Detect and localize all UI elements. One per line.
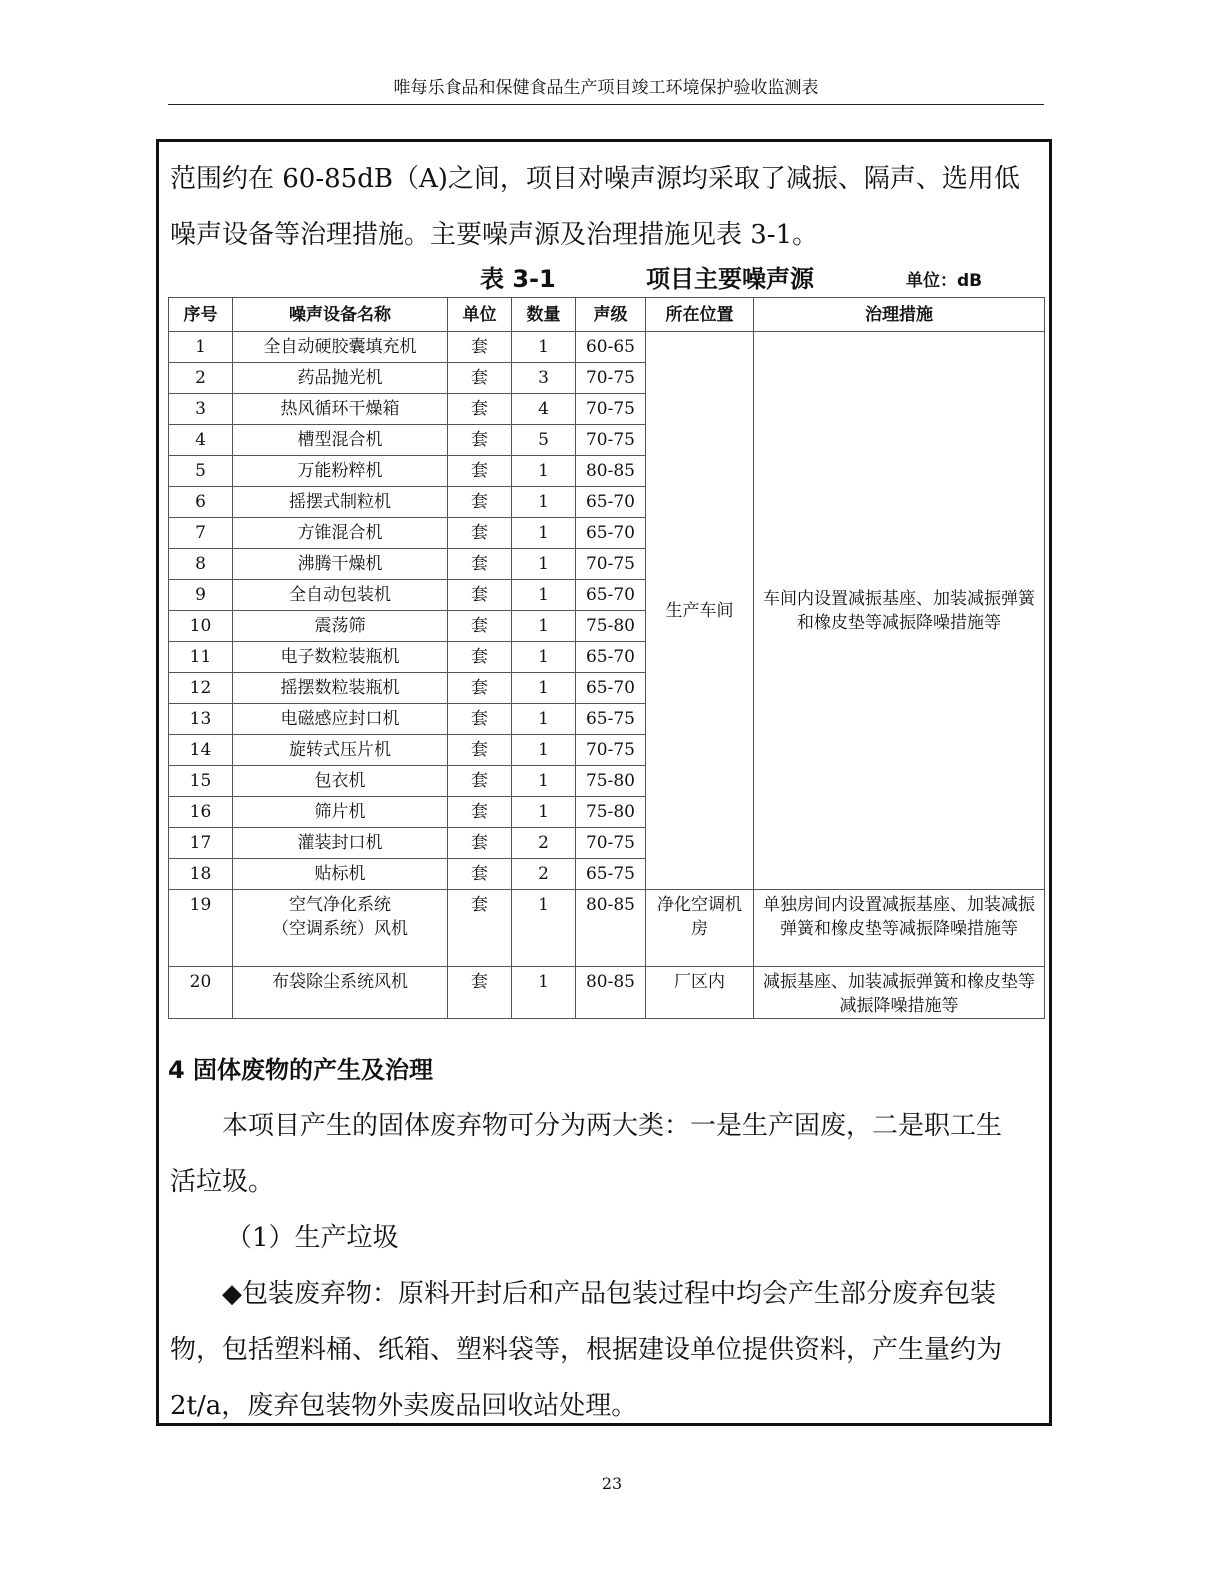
cell-qty: 1 bbox=[512, 797, 576, 828]
cell-qty: 1 bbox=[512, 673, 576, 704]
cell-unit: 套 bbox=[448, 456, 512, 487]
cell-qty: 1 bbox=[512, 704, 576, 735]
cell-name: 方锥混合机 bbox=[233, 518, 448, 549]
cell-level: 75-80 bbox=[576, 797, 646, 828]
cell-no: 3 bbox=[169, 394, 233, 425]
cell-unit: 套 bbox=[448, 735, 512, 766]
table-row bbox=[169, 967, 1045, 1019]
cell-name: 筛片机 bbox=[233, 797, 448, 828]
table-header-row bbox=[169, 298, 1045, 332]
cell-level: 70-75 bbox=[576, 549, 646, 580]
cell-name: 震荡筛 bbox=[233, 611, 448, 642]
cell-no: 9 bbox=[169, 580, 233, 611]
cell-no: 12 bbox=[169, 673, 233, 704]
section4-p2-line-2: 物，包括塑料桶、纸箱、塑料袋等，根据建设单位提供资料，产生量约为 bbox=[170, 1335, 1003, 1365]
cell-qty: 1 bbox=[512, 967, 576, 1019]
cell-no: 19 bbox=[169, 890, 233, 967]
cell-unit: 套 bbox=[448, 890, 512, 967]
cell-name: 万能粉粹机 bbox=[233, 456, 448, 487]
cell-level: 70-75 bbox=[576, 363, 646, 394]
cell-name: 布袋除尘系统风机 bbox=[233, 967, 448, 1019]
section4-p2-line-3: 2t/a，废弃包装物外卖废品回收站处理。 bbox=[170, 1391, 638, 1421]
cell-qty: 1 bbox=[512, 487, 576, 518]
table-caption-number: 表 3-1 bbox=[480, 265, 556, 293]
header-quantity: 数量 bbox=[512, 298, 576, 332]
cell-unit: 套 bbox=[448, 580, 512, 611]
header-no: 序号 bbox=[169, 298, 233, 332]
cell-measure-workshop: 车间内设置减振基座、加装减振弹簧和橡皮垫等减振降噪措施等 bbox=[754, 332, 1045, 890]
cell-name-line-2: （空调系统）风机 bbox=[272, 919, 408, 939]
cell-no: 7 bbox=[169, 518, 233, 549]
cell-qty: 2 bbox=[512, 828, 576, 859]
cell-qty: 1 bbox=[512, 456, 576, 487]
cell-unit: 套 bbox=[448, 766, 512, 797]
table-caption-title: 项目主要噪声源 bbox=[646, 265, 814, 293]
page-header: 唯每乐食品和保健食品生产项目竣工环境保护验收监测表 bbox=[168, 72, 1044, 105]
cell-level: 80-85 bbox=[576, 456, 646, 487]
cell-level: 80-85 bbox=[576, 890, 646, 967]
cell-level: 75-80 bbox=[576, 611, 646, 642]
cell-name: 槽型混合机 bbox=[233, 425, 448, 456]
cell-unit: 套 bbox=[448, 518, 512, 549]
header-equipment-name: 噪声设备名称 bbox=[233, 298, 448, 332]
cell-name: 电磁感应封口机 bbox=[233, 704, 448, 735]
header-location: 所在位置 bbox=[646, 298, 754, 332]
cell-qty: 1 bbox=[512, 735, 576, 766]
cell-no: 11 bbox=[169, 642, 233, 673]
cell-level: 70-75 bbox=[576, 735, 646, 766]
cell-name: 灌装封口机 bbox=[233, 828, 448, 859]
cell-name bbox=[233, 890, 448, 967]
cell-unit: 套 bbox=[448, 704, 512, 735]
cell-level: 70-75 bbox=[576, 394, 646, 425]
cell-no: 8 bbox=[169, 549, 233, 580]
section4-subheading: （1）生产垃圾 bbox=[226, 1223, 399, 1253]
cell-level: 65-75 bbox=[576, 859, 646, 890]
cell-name: 热风循环干燥箱 bbox=[233, 394, 448, 425]
cell-level: 65-70 bbox=[576, 673, 646, 704]
cell-level: 65-70 bbox=[576, 580, 646, 611]
cell-unit: 套 bbox=[448, 332, 512, 363]
cell-name: 摇摆数粒装瓶机 bbox=[233, 673, 448, 704]
cell-no: 5 bbox=[169, 456, 233, 487]
cell-level: 70-75 bbox=[576, 425, 646, 456]
cell-name: 药品抛光机 bbox=[233, 363, 448, 394]
cell-qty: 1 bbox=[512, 580, 576, 611]
cell-unit: 套 bbox=[448, 859, 512, 890]
cell-no: 20 bbox=[169, 967, 233, 1019]
cell-name: 摇摆式制粒机 bbox=[233, 487, 448, 518]
cell-name: 全自动硬胶囊填充机 bbox=[233, 332, 448, 363]
cell-no: 10 bbox=[169, 611, 233, 642]
cell-location: 净化空调机房 bbox=[646, 890, 754, 967]
cell-qty: 1 bbox=[512, 611, 576, 642]
cell-qty: 1 bbox=[512, 766, 576, 797]
section4-p1-line-2: 活垃圾。 bbox=[170, 1167, 275, 1197]
cell-level: 75-80 bbox=[576, 766, 646, 797]
cell-measure: 单独房间内设置减振基座、加装减振弹簧和橡皮垫等减振降噪措施等 bbox=[754, 890, 1045, 967]
cell-level: 65-75 bbox=[576, 704, 646, 735]
cell-level: 65-70 bbox=[576, 487, 646, 518]
cell-unit: 套 bbox=[448, 394, 512, 425]
cell-name: 旋转式压片机 bbox=[233, 735, 448, 766]
cell-name-line-1: 空气净化系统 bbox=[289, 895, 391, 915]
cell-no: 4 bbox=[169, 425, 233, 456]
cell-no: 2 bbox=[169, 363, 233, 394]
cell-qty: 1 bbox=[512, 518, 576, 549]
cell-no: 15 bbox=[169, 766, 233, 797]
cell-unit: 套 bbox=[448, 363, 512, 394]
cell-unit: 套 bbox=[448, 611, 512, 642]
cell-unit: 套 bbox=[448, 967, 512, 1019]
cell-no: 14 bbox=[169, 735, 233, 766]
cell-unit: 套 bbox=[448, 425, 512, 456]
cell-level: 65-70 bbox=[576, 642, 646, 673]
page-number: 23 bbox=[601, 1474, 623, 1493]
cell-name: 包衣机 bbox=[233, 766, 448, 797]
header-measures: 治理措施 bbox=[754, 298, 1045, 332]
cell-unit: 套 bbox=[448, 797, 512, 828]
section4-p1-line-1: 本项目产生的固体废弃物可分为两大类：一是生产固废，二是职工生 bbox=[222, 1111, 1003, 1141]
cell-qty: 4 bbox=[512, 394, 576, 425]
cell-unit: 套 bbox=[448, 549, 512, 580]
cell-no: 1 bbox=[169, 332, 233, 363]
table-row bbox=[169, 332, 1045, 363]
section-heading: 4 固体废物的产生及治理 bbox=[168, 1056, 434, 1084]
table-row bbox=[169, 890, 1045, 967]
cell-no: 13 bbox=[169, 704, 233, 735]
cell-no: 17 bbox=[169, 828, 233, 859]
cell-qty: 1 bbox=[512, 332, 576, 363]
cell-unit: 套 bbox=[448, 642, 512, 673]
header-unit: 单位 bbox=[448, 298, 512, 332]
cell-level: 60-65 bbox=[576, 332, 646, 363]
table-caption-unit: 单位：dB bbox=[906, 271, 983, 291]
cell-qty: 1 bbox=[512, 642, 576, 673]
cell-name: 电子数粒装瓶机 bbox=[233, 642, 448, 673]
cell-qty: 3 bbox=[512, 363, 576, 394]
cell-unit: 套 bbox=[448, 828, 512, 859]
intro-line-2: 噪声设备等治理措施。主要噪声源及治理措施见表 3-1。 bbox=[170, 220, 819, 250]
cell-measure: 减振基座、加装减振弹簧和橡皮垫等减振降噪措施等 bbox=[754, 967, 1045, 1019]
cell-location: 厂区内 bbox=[646, 967, 754, 1019]
cell-level: 70-75 bbox=[576, 828, 646, 859]
intro-line-1: 范围约在 60-85dB（A)之间，项目对噪声源均采取了减振、隔声、选用低 bbox=[170, 164, 1020, 194]
cell-no: 18 bbox=[169, 859, 233, 890]
cell-qty: 1 bbox=[512, 890, 576, 967]
cell-unit: 套 bbox=[448, 673, 512, 704]
cell-no: 6 bbox=[169, 487, 233, 518]
noise-source-table bbox=[168, 297, 1045, 1019]
section4-p2-line-1: ◆包装废弃物：原料开封后和产品包装过程中均会产生部分废弃包装 bbox=[222, 1279, 996, 1309]
cell-qty: 2 bbox=[512, 859, 576, 890]
cell-qty: 5 bbox=[512, 425, 576, 456]
cell-name: 贴标机 bbox=[233, 859, 448, 890]
cell-no: 16 bbox=[169, 797, 233, 828]
cell-name: 沸腾干燥机 bbox=[233, 549, 448, 580]
header-sound-level: 声级 bbox=[576, 298, 646, 332]
cell-level: 65-70 bbox=[576, 518, 646, 549]
cell-qty: 1 bbox=[512, 549, 576, 580]
cell-name: 全自动包装机 bbox=[233, 580, 448, 611]
cell-level: 80-85 bbox=[576, 967, 646, 1019]
cell-unit: 套 bbox=[448, 487, 512, 518]
cell-location-workshop: 生产车间 bbox=[646, 332, 754, 890]
